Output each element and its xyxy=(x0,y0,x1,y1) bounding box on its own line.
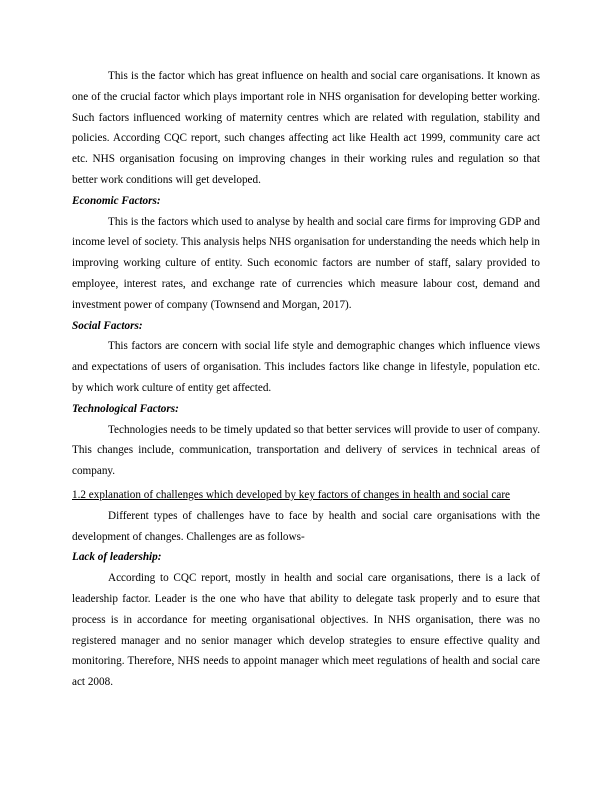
economic-factors-paragraph: This is the factors which used to analyse by health and social care firms for improving GDP and income level of society. This analysis helps NHS organisation for understanding the needs which help in improving working culture of entity. Such economic factors are number of staff, salary provided to employee, interest rates, and exchange rate of currencies which measure labour cost, demand and investment power of company (Townsend and Morgan, 2017). xyxy=(72,215,540,311)
economic-factors-heading: Economic Factors: xyxy=(72,194,161,207)
political-factors-paragraph: This is the factor which has great influence on health and social care organisations. It known as one of the crucial factor which plays important role in NHS organisation for developing better working. Such factors influenced working of maternity centres which are related with regulation, stability and policies. According CQC report, such changes affecting act like Health act 1999, community care act etc. NHS organisation focusing on improving changes in their working rules and regulation so that better work conditions will get developed. xyxy=(72,70,540,186)
technological-factors-heading: Technological Factors: xyxy=(72,402,179,415)
document-page xyxy=(72,66,540,693)
technological-factors-paragraph: Technologies needs to be timely updated so that better services will provide to user of company. This changes include, communication, transportation and delivery of services in technical areas of company. xyxy=(72,423,540,478)
social-factors-heading: Social Factors: xyxy=(72,319,143,332)
section-title: 1.2 explanation of challenges which developed by key factors of changes in health and social care xyxy=(72,488,511,501)
challenges-intro-paragraph: Different types of challenges have to face by health and social care organisations with the development of changes. Challenges are as follows- xyxy=(72,509,540,543)
lack-of-leadership-paragraph: According to CQC report, mostly in health and social care organisations, there is a lack of leadership factor. Leader is the one who have that ability to delegate task properly and to esure that process is in accordance for meeting organisational objectives. In NHS organisation, there was no registered manager and no senior manager which develop strategies to ensure effective quality and monitoring. Therefore, NHS needs to appoint manager which meet regulations of health and social care act 2008. xyxy=(72,572,540,689)
lack-of-leadership-heading: Lack of leadership: xyxy=(72,551,162,564)
social-factors-paragraph: This factors are concern with social life style and demographic changes which influence views and expectations of users of organisation. This includes factors like change in lifestyle, population etc. by which work culture of entity get affected. xyxy=(72,340,540,394)
